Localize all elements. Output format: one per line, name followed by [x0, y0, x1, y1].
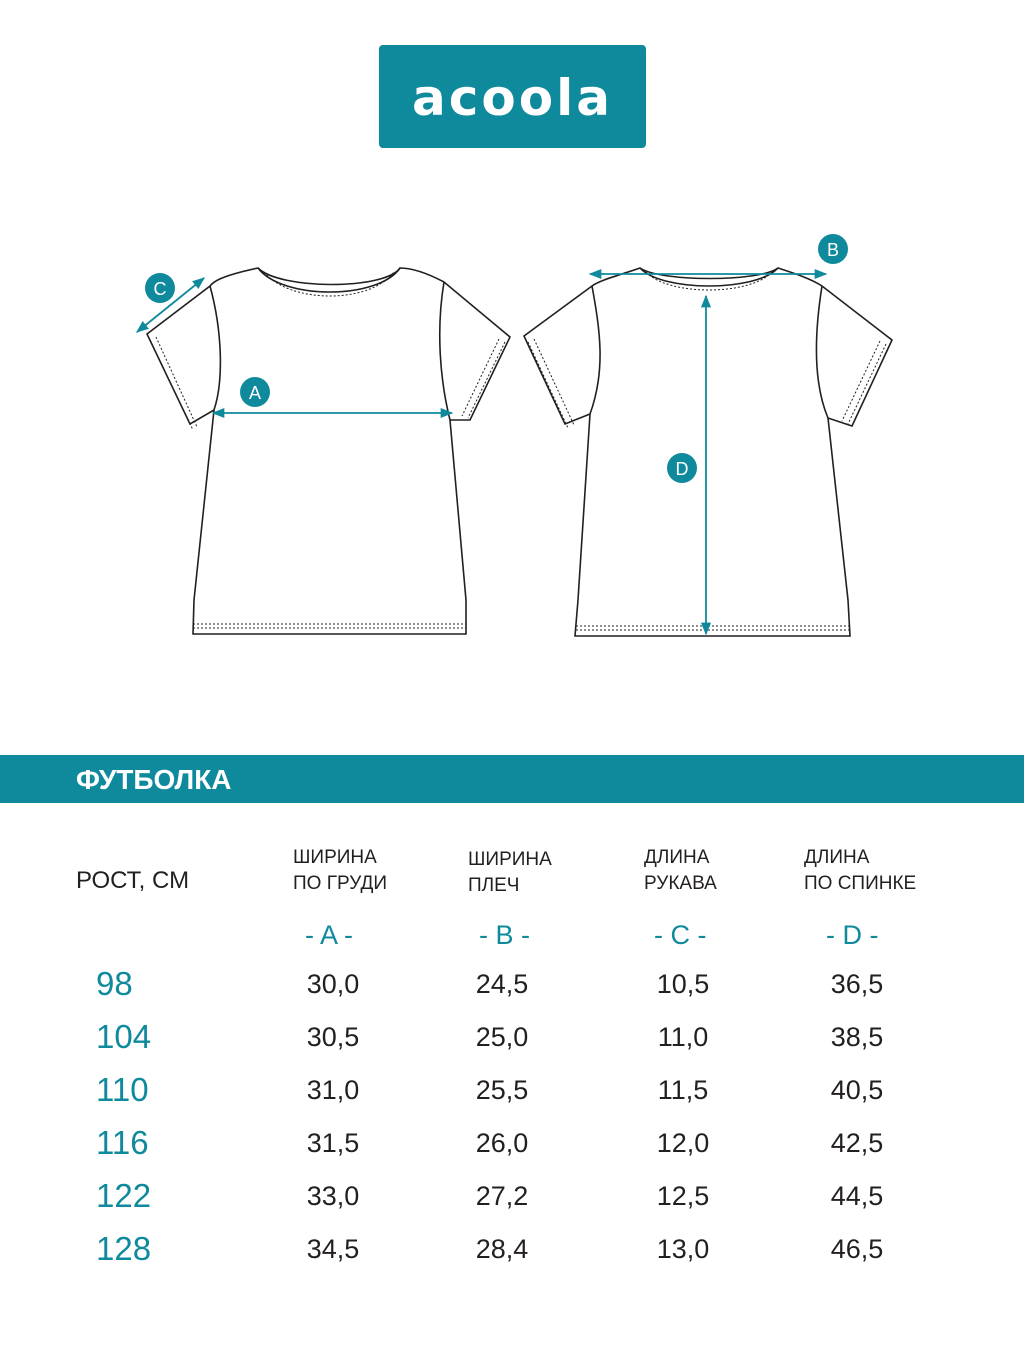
chest-width-value: 30,5 — [306, 1022, 360, 1052]
chest-width-value: 30,0 — [306, 969, 360, 999]
chest-width-value: 33,0 — [306, 1181, 360, 1211]
height-value: 104 — [96, 1018, 152, 1055]
shoulder-width-header-line2: ПЛЕЧ — [468, 875, 520, 896]
table-row — [0, 1178, 1024, 1228]
table-row — [0, 1125, 1024, 1175]
label-c-marker — [145, 273, 175, 303]
sleeve-length-value: 12,0 — [656, 1128, 710, 1158]
table-row — [0, 1019, 1024, 1069]
table-row — [0, 1231, 1024, 1281]
back-length-value: 42,5 — [830, 1128, 884, 1158]
shoulder-width-value: 26,0 — [475, 1128, 529, 1158]
column-letter-b: - B - — [479, 920, 530, 950]
back-length-header-line1: ДЛИНА — [804, 847, 870, 868]
sleeve-length-value: 11,5 — [657, 1075, 709, 1105]
shoulder-width-value: 25,0 — [475, 1022, 529, 1052]
tshirt-back-outline — [524, 268, 892, 636]
shoulder-width-value: 28,4 — [475, 1234, 529, 1264]
section-header-band — [0, 755, 1024, 803]
column-letter-a: - A - — [305, 920, 354, 950]
back-length-value: 44,5 — [830, 1181, 884, 1211]
back-length-value: 46,5 — [830, 1234, 884, 1264]
chest-width-value: 31,5 — [306, 1128, 360, 1158]
sleeve-length-value: 12,5 — [656, 1181, 710, 1211]
label-c-text: C — [153, 279, 167, 299]
sleeve-length-value: 11,0 — [657, 1022, 709, 1052]
shoulder-width-header-line1: ШИРИНА — [468, 849, 552, 870]
sleeve-length-header-line1: ДЛИНА — [644, 847, 710, 868]
chest-width-header-line1: ШИРИНА — [293, 847, 377, 868]
height-value: 98 — [96, 965, 133, 1002]
back-length-value: 38,5 — [830, 1022, 884, 1052]
table-row — [0, 966, 1024, 1016]
height-value: 110 — [96, 1071, 149, 1108]
height-value: 122 — [96, 1177, 152, 1214]
sleeve-length-value: 13,0 — [656, 1234, 710, 1264]
chest-width-value: 34,5 — [306, 1234, 360, 1264]
shoulder-width-value: 24,5 — [475, 969, 529, 999]
back-length-header-line2: ПО СПИНКЕ — [804, 873, 917, 894]
chest-width-value: 31,0 — [306, 1075, 360, 1105]
height-column-header: РОСТ, СМ — [76, 867, 190, 894]
column-letter-d: - D - — [826, 920, 879, 950]
height-value: 128 — [96, 1230, 152, 1267]
height-value: 116 — [96, 1124, 149, 1161]
back-length-value: 36,5 — [830, 969, 884, 999]
column-letter-c: - C - — [654, 920, 707, 950]
tshirt-front-outline — [147, 268, 510, 634]
label-d-text: D — [675, 459, 689, 479]
back-length-value: 40,5 — [830, 1075, 884, 1105]
table-row — [0, 1072, 1024, 1122]
label-a-marker — [240, 377, 270, 407]
brand-logo-text: acoola — [412, 69, 613, 127]
chest-width-header-line2: ПО ГРУДИ — [293, 873, 387, 894]
shoulder-width-value: 25,5 — [475, 1075, 529, 1105]
label-d-marker — [667, 453, 697, 483]
label-b-text: B — [826, 240, 840, 260]
sleeve-length-header-line2: РУКАВА — [644, 873, 717, 894]
shoulder-width-value: 27,2 — [475, 1181, 529, 1211]
section-title: ФУТБОЛКА — [76, 764, 232, 795]
label-b-marker — [818, 234, 848, 264]
label-a-text: A — [248, 383, 262, 403]
sleeve-length-value: 10,5 — [656, 969, 710, 999]
